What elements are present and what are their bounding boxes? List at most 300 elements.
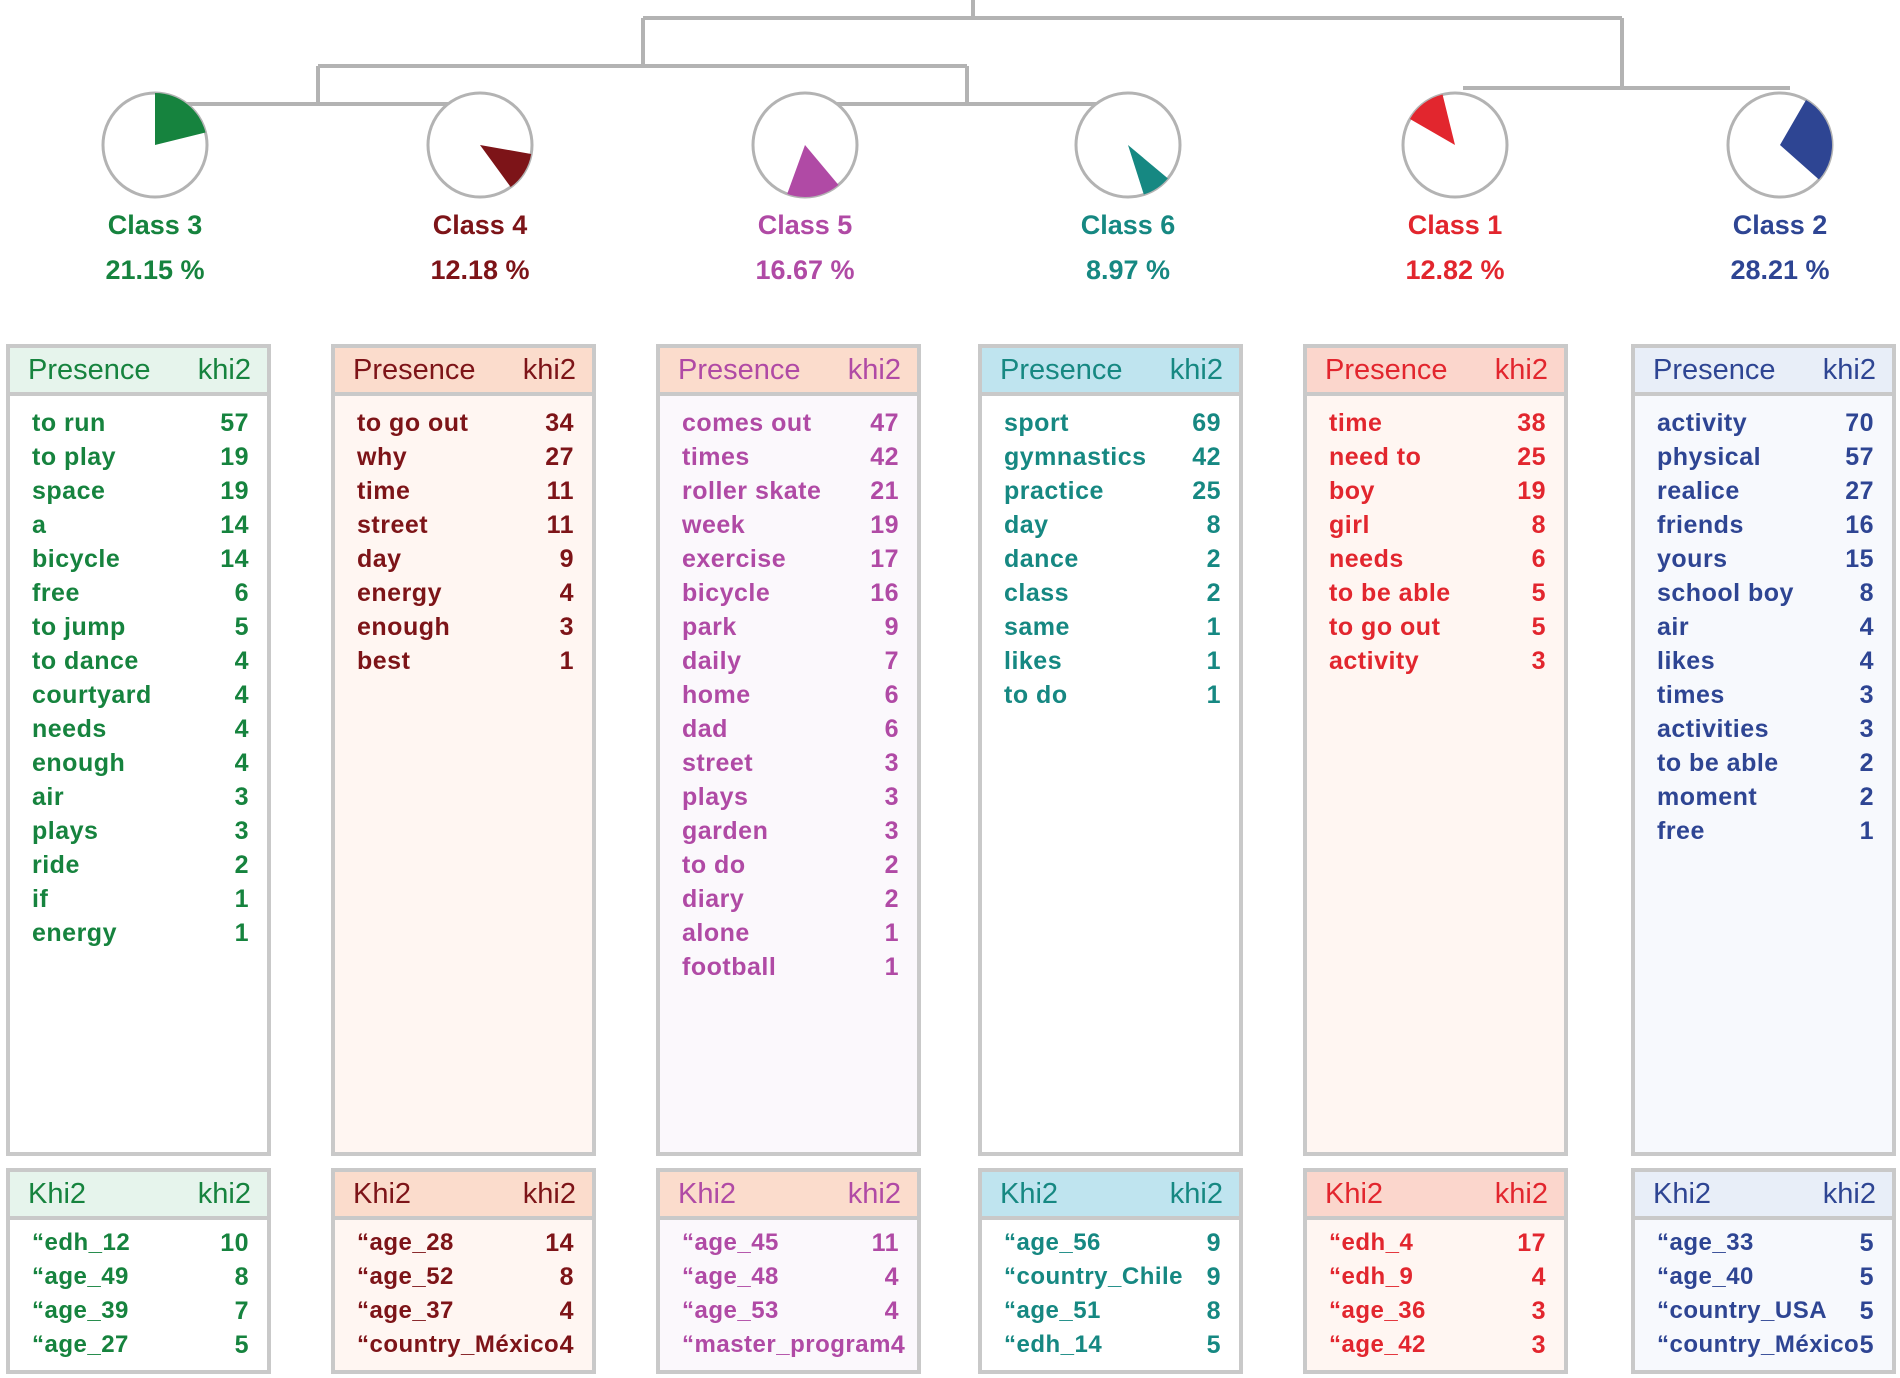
term-khi2-value: 4 [884,1297,899,1325]
list-item [32,406,249,440]
term-label: “age_39 [32,1297,129,1324]
panel-header [1635,1172,1892,1220]
term-khi2-value: 19 [870,511,899,539]
class1-presence-panel [1303,344,1568,1156]
list-item [32,610,249,644]
term-khi2-value: 4 [559,1331,574,1359]
term-khi2-value: 8 [1206,511,1221,539]
term-list [1307,396,1564,678]
panel-header-khi2: khi2 [522,353,576,386]
list-item [1004,1260,1221,1294]
term-khi2-value: 6 [884,715,899,743]
term-label: week [682,511,746,539]
term-khi2-value: 8 [1859,579,1874,607]
term-list [10,1220,267,1362]
term-label: activity [1657,409,1748,437]
term-label: time [357,477,411,505]
term-khi2-value: 19 [220,477,249,505]
term-label: roller skate [682,477,822,505]
term-khi2-value: 1 [1206,681,1221,709]
panel-header-label: Khi2 [1325,1177,1384,1210]
panel-header-label: Khi2 [28,1177,87,1210]
list-item [1657,1260,1874,1294]
term-khi2-value: 70 [1845,409,1874,437]
term-label: realice [1657,477,1740,505]
term-khi2-value: 7 [234,1297,249,1325]
term-khi2-value: 57 [220,409,249,437]
term-khi2-value: 17 [1517,1229,1546,1257]
term-label: “age_49 [32,1263,129,1290]
list-item [1657,1294,1874,1328]
list-item [1004,406,1221,440]
class5-name: Class 5 [757,210,853,240]
class6-title [1018,210,1238,286]
term-khi2-value: 3 [1531,1297,1546,1325]
list-item [1329,576,1546,610]
class1-pie [1403,93,1507,197]
term-label: needs [1329,545,1404,573]
term-khi2-value: 3 [234,783,249,811]
list-item [32,916,249,950]
class6-name: Class 6 [1080,210,1176,240]
list-item [32,712,249,746]
term-khi2-value: 1 [559,647,574,675]
term-khi2-value: 4 [890,1331,906,1359]
term-khi2-value: 3 [1859,681,1874,709]
panel-header-khi2: khi2 [1169,1177,1223,1210]
list-item [32,780,249,814]
term-label: girl [1329,511,1370,539]
panel-header [10,348,267,396]
term-list [10,396,267,950]
term-label: activities [1657,715,1770,743]
term-khi2-value: 4 [559,579,574,607]
term-khi2-value: 8 [559,1263,574,1291]
panel-header-khi2: khi2 [197,1177,251,1210]
term-khi2-value: 1 [1206,647,1221,675]
term-khi2-value: 3 [1859,715,1874,743]
term-khi2-value: 11 [546,477,574,505]
term-khi2-value: 16 [1845,511,1874,539]
term-list [1307,1220,1564,1362]
term-label: “country_Chile [1004,1263,1184,1290]
term-khi2-value: 11 [546,511,574,539]
class1-percent: 12.82 % [1405,255,1505,285]
term-khi2-value: 27 [545,443,574,471]
term-label: “age_53 [682,1297,779,1324]
list-item [1004,474,1221,508]
term-label: alone [682,919,750,947]
term-khi2-value: 5 [1859,1229,1874,1257]
term-khi2-value: 1 [884,919,899,947]
term-label: to do [1004,681,1068,709]
list-item [682,610,899,644]
list-item [357,1226,574,1260]
list-item [682,916,899,950]
class5-percent: 16.67 % [755,255,855,285]
panel-header [335,348,592,396]
list-item [1004,508,1221,542]
term-khi2-value: 6 [884,681,899,709]
term-khi2-value: 6 [234,579,249,607]
term-khi2-value: 2 [1206,545,1221,573]
list-item [32,848,249,882]
term-khi2-value: 57 [1845,443,1874,471]
term-label: “edh_9 [1329,1263,1414,1290]
term-label: times [682,443,750,471]
term-khi2-value: 17 [870,545,899,573]
term-label: bicycle [32,545,121,573]
term-label: daily [682,647,742,675]
list-item [682,746,899,780]
term-khi2-value: 10 [220,1229,249,1257]
term-khi2-value: 3 [559,613,574,641]
panel-header-khi2: khi2 [1494,353,1548,386]
term-khi2-value: 14 [220,545,249,573]
list-item [32,508,249,542]
class2-name: Class 2 [1732,210,1828,240]
term-label: practice [1004,477,1104,505]
term-label: space [32,477,106,505]
term-khi2-value: 38 [1517,409,1546,437]
class3-percent: 21.15 % [105,255,205,285]
list-item [32,1294,249,1328]
list-item [682,712,899,746]
term-label: comes out [682,409,812,437]
panel-header [1635,348,1892,396]
term-label: moment [1657,783,1758,811]
panel-header-khi2: khi2 [522,1177,576,1210]
list-item [1657,1328,1874,1362]
term-label: class [1004,579,1070,607]
list-item [682,440,899,474]
term-label: physical [1657,443,1762,471]
term-khi2-value: 5 [234,613,249,641]
term-label: to go out [357,409,469,437]
term-label: “age_56 [1004,1229,1101,1256]
list-item [32,576,249,610]
term-label: air [1657,613,1690,641]
term-label: enough [32,749,126,777]
term-label: yours [1657,545,1728,573]
list-item [32,440,249,474]
list-item [1329,644,1546,678]
term-khi2-value: 5 [1859,1331,1874,1359]
term-label: friends [1657,511,1744,539]
list-item [32,644,249,678]
term-khi2-value: 5 [1206,1331,1221,1359]
term-khi2-value: 8 [1206,1297,1221,1325]
term-khi2-value: 69 [1192,409,1221,437]
term-label: to be able [1657,749,1779,777]
list-item [1657,678,1874,712]
list-item [32,1328,249,1362]
term-label: need to [1329,443,1422,471]
term-label: to go out [1329,613,1441,641]
term-khi2-value: 4 [559,1297,574,1325]
class4-pie [428,93,532,197]
term-label: “age_28 [357,1229,454,1256]
list-item [1004,542,1221,576]
term-label: enough [357,613,451,641]
list-item [682,644,899,678]
class6-khi2-panel [978,1168,1243,1374]
list-item [357,1294,574,1328]
list-item [357,440,574,474]
panel-header [1307,1172,1564,1220]
term-label: if [32,885,49,913]
term-khi2-value: 9 [1206,1229,1221,1257]
term-label: “age_52 [357,1263,454,1290]
class4-presence-panel [331,344,596,1156]
term-khi2-value: 16 [870,579,899,607]
panel-header-label: Presence [1000,353,1123,386]
class2-presence-panel [1631,344,1896,1156]
term-khi2-value: 3 [884,817,899,845]
list-item [32,678,249,712]
term-khi2-value: 7 [884,647,899,675]
class1-name: Class 1 [1407,210,1503,240]
term-label: “age_48 [682,1263,779,1290]
term-khi2-value: 1 [884,953,899,981]
term-khi2-value: 3 [1531,1331,1546,1359]
term-khi2-value: 4 [234,647,249,675]
class4-name: Class 4 [432,210,528,240]
term-khi2-value: 34 [545,409,574,437]
term-khi2-value: 2 [1206,579,1221,607]
list-item [357,474,574,508]
term-khi2-value: 4 [884,1263,899,1291]
term-list [1635,1220,1892,1362]
list-item [1657,610,1874,644]
term-khi2-value: 1 [234,919,249,947]
term-khi2-value: 5 [1859,1297,1874,1325]
term-label: “age_33 [1657,1229,1754,1256]
term-khi2-value: 2 [1859,749,1874,777]
term-label: dance [1004,545,1079,573]
term-label: “age_45 [682,1229,779,1256]
term-khi2-value: 4 [234,681,249,709]
term-label: garden [682,817,769,845]
term-khi2-value: 5 [1531,579,1546,607]
list-item [357,576,574,610]
class5-presence-panel [656,344,921,1156]
list-item [1329,508,1546,542]
term-label: “country_México [1657,1331,1860,1358]
term-khi2-value: 2 [884,885,899,913]
term-list [660,1220,917,1362]
term-label: ride [32,851,80,879]
term-label: “age_37 [357,1297,454,1324]
class2-khi2-panel [1631,1168,1896,1374]
term-khi2-value: 42 [1192,443,1221,471]
panel-header-label: Presence [1325,353,1448,386]
list-item [32,882,249,916]
list-item [357,542,574,576]
class5-pie [753,93,857,197]
term-khi2-value: 47 [870,409,899,437]
term-khi2-value: 3 [234,817,249,845]
panel-header-khi2: khi2 [1822,353,1876,386]
list-item [682,1226,899,1260]
class6-pie [1076,93,1180,197]
list-item [1657,508,1874,542]
class3-presence-panel [6,344,271,1156]
term-khi2-value: 21 [870,477,899,505]
term-list [660,396,917,984]
panel-header-label: Khi2 [1000,1177,1059,1210]
term-khi2-value: 2 [234,851,249,879]
panel-header-label: Khi2 [353,1177,412,1210]
term-khi2-value: 27 [1845,477,1874,505]
term-list [982,396,1239,712]
class5-khi2-panel [656,1168,921,1374]
panel-header-khi2: khi2 [197,353,251,386]
term-label: to play [32,443,117,471]
term-label: free [1657,817,1705,845]
term-khi2-value: 2 [1859,783,1874,811]
term-khi2-value: 8 [1531,511,1546,539]
term-label: time [1329,409,1383,437]
term-khi2-value: 14 [545,1229,574,1257]
panel-header-label: Presence [353,353,476,386]
list-item [1329,1294,1546,1328]
term-label: “age_36 [1329,1297,1426,1324]
term-label: school boy [1657,579,1794,607]
term-label: football [682,953,777,981]
term-label: “age_27 [32,1331,129,1358]
term-label: why [357,443,408,471]
list-item [1329,474,1546,508]
list-item [1329,1260,1546,1294]
term-khi2-value: 8 [234,1263,249,1291]
panel-header [660,348,917,396]
list-item [682,882,899,916]
list-item [682,848,899,882]
panel-header-label: Presence [678,353,801,386]
term-khi2-value: 4 [234,749,249,777]
list-item [1004,610,1221,644]
dendrogram-root-branch [150,0,1790,104]
term-label: park [682,613,737,641]
class2-percent: 28.21 % [1730,255,1830,285]
panel-header-label: Presence [28,353,151,386]
term-khi2-value: 9 [559,545,574,573]
class5-title [695,210,915,286]
term-label: home [682,681,751,709]
class6-percent: 8.97 % [1085,255,1171,285]
term-label: free [32,579,80,607]
term-khi2-value: 5 [234,1331,249,1359]
panel-header [335,1172,592,1220]
list-item [357,508,574,542]
term-list [1635,396,1892,848]
list-item [1004,644,1221,678]
term-label: “age_51 [1004,1297,1101,1324]
class4-percent: 12.18 % [430,255,530,285]
term-label: plays [682,783,749,811]
term-khi2-value: 5 [1531,613,1546,641]
class1-title [1345,210,1565,286]
class3-khi2-panel [6,1168,271,1374]
term-khi2-value: 4 [1531,1263,1546,1291]
term-label: same [1004,613,1070,641]
term-label: “country_México [357,1331,560,1358]
term-label: street [357,511,429,539]
list-item [32,746,249,780]
term-label: diary [682,885,745,913]
list-item [357,610,574,644]
class2-pie [1728,93,1832,197]
class3-pie [103,93,207,197]
dendrogram [0,0,1900,310]
term-label: times [1657,681,1725,709]
list-item [1329,542,1546,576]
term-khi2-value: 1 [234,885,249,913]
term-khi2-value: 25 [1192,477,1221,505]
list-item [1657,576,1874,610]
list-item [682,1260,899,1294]
list-item [1657,1226,1874,1260]
term-label: exercise [682,545,787,573]
term-khi2-value: 14 [220,511,249,539]
list-item [1004,1294,1221,1328]
list-item [32,1260,249,1294]
term-khi2-value: 6 [1531,545,1546,573]
term-khi2-value: 19 [1517,477,1546,505]
term-label: boy [1329,477,1375,505]
list-item [1657,474,1874,508]
term-label: “age_40 [1657,1263,1754,1290]
list-item [357,1328,574,1362]
term-label: day [1004,511,1049,539]
panel-header [982,348,1239,396]
list-item [1329,406,1546,440]
list-item [682,950,899,984]
term-label: a [32,511,47,539]
term-khi2-value: 3 [1531,647,1546,675]
panel-header-khi2: khi2 [1822,1177,1876,1210]
term-label: likes [1004,647,1063,675]
term-label: sport [1004,409,1069,437]
term-label: likes [1657,647,1716,675]
list-item [1004,678,1221,712]
list-item [1004,576,1221,610]
term-khi2-value: 3 [884,783,899,811]
term-khi2-value: 3 [884,749,899,777]
term-khi2-value: 15 [1845,545,1874,573]
class4-title [370,210,590,286]
list-item [1657,814,1874,848]
class6-presence-panel [978,344,1243,1156]
panel-header-khi2: khi2 [1494,1177,1548,1210]
list-item [1657,746,1874,780]
term-label: gymnastics [1004,443,1147,471]
panel-header-label: Presence [1653,353,1776,386]
class3-title [45,210,265,286]
term-khi2-value: 5 [1859,1263,1874,1291]
class3-name: Class 3 [107,210,203,240]
term-label: to do [682,851,746,879]
class2-title [1670,210,1890,286]
term-list [335,1220,592,1362]
term-khi2-value: 1 [1859,817,1874,845]
term-khi2-value: 42 [870,443,899,471]
class4-khi2-panel [331,1168,596,1374]
list-item [682,576,899,610]
term-list [335,396,592,678]
list-item [357,644,574,678]
